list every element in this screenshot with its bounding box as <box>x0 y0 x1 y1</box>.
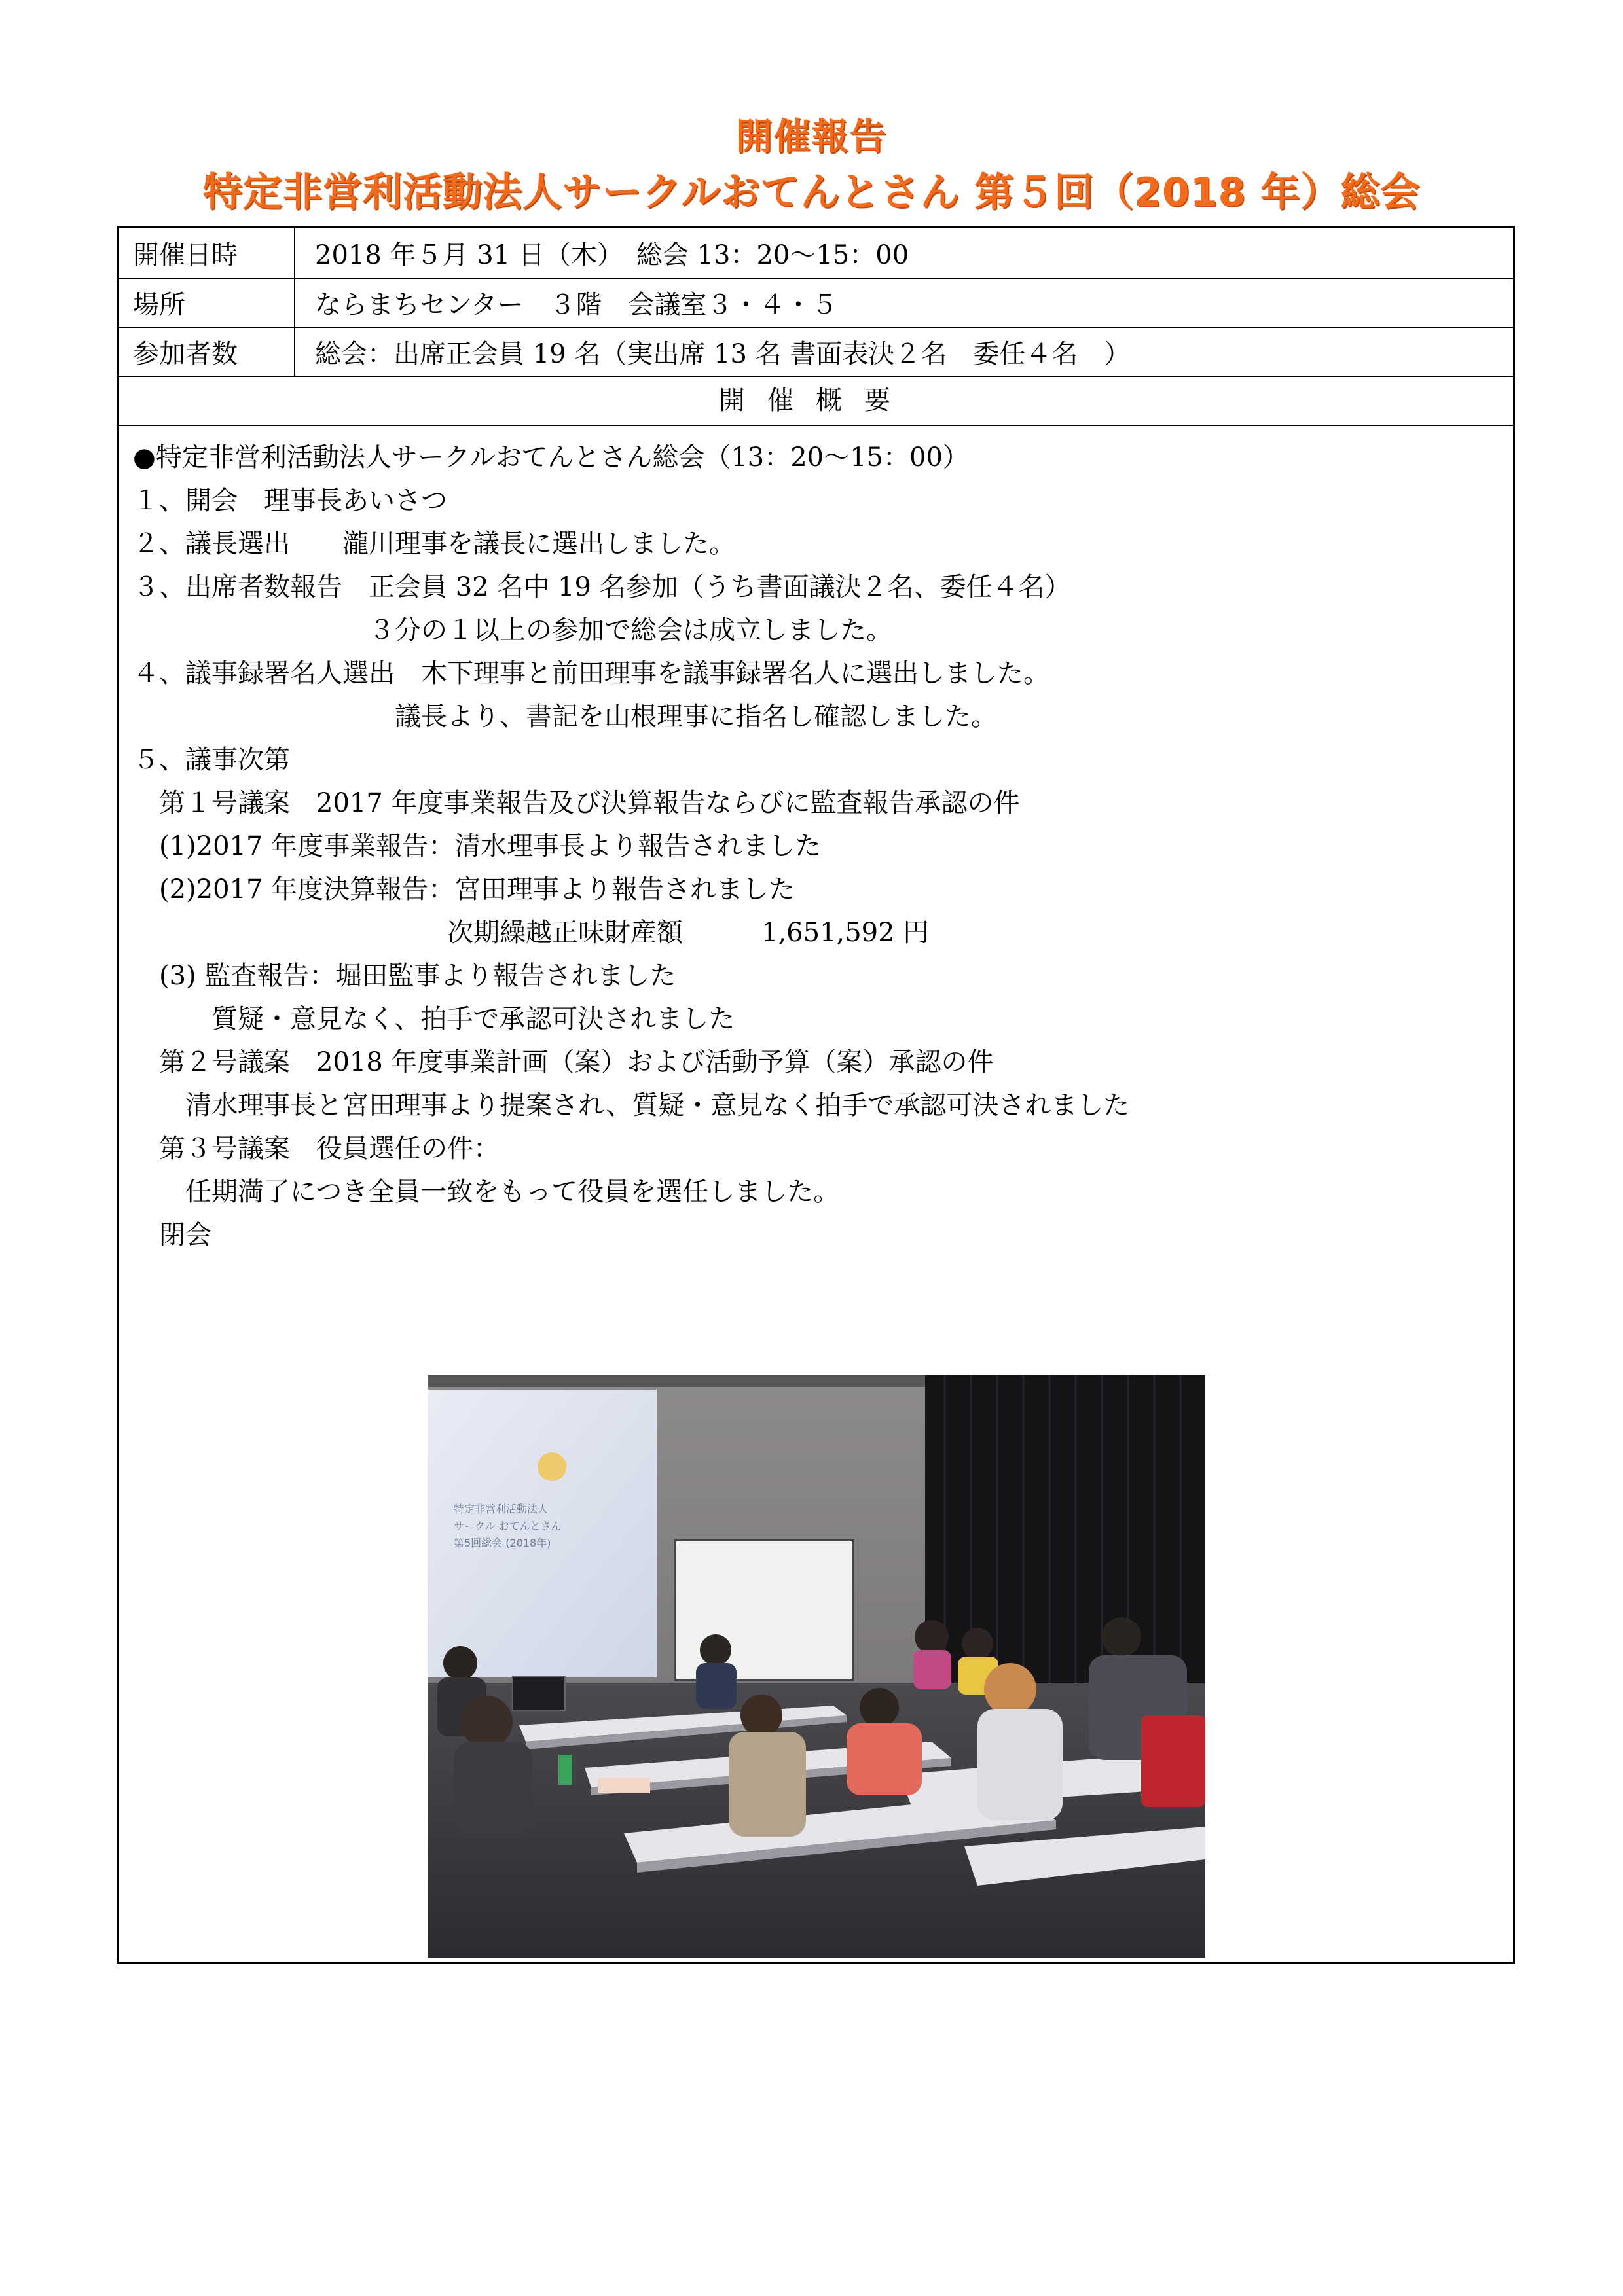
minutes-line: 質疑・意見なく、拍手で承認可決されました <box>133 1004 735 1034</box>
minutes-line: ４、議事録署名人選出 木下理事と前田理事を議事録署名人に選出しました。 <box>133 658 1049 689</box>
minutes-line: ●特定非営利活動法人サークルおてんとさん総会（13：20〜15：00） <box>133 442 969 473</box>
minutes-line: 次期繰越正味財産額 1,651,592 円 <box>133 918 930 948</box>
whiteboard <box>675 1540 853 1680</box>
screen-text: 特定非営利活動法人 <box>454 1503 549 1515</box>
info-row-date <box>119 228 1513 279</box>
info-label: 場所 <box>119 279 295 327</box>
screen-text: サークル おてんとさん <box>454 1520 562 1532</box>
report-frame <box>117 226 1515 1964</box>
minutes-line: (2)2017 年度決算報告：宮田理事より報告されました <box>133 874 795 905</box>
info-value: 総会：出席正会員 19 名（実出席 13 名 書面表決２名 委任４名 ） <box>315 339 1131 369</box>
info-row-place <box>119 279 1513 328</box>
minutes-line: 清水理事長と宮田理事より提案され、質疑・意見なく拍手で承認可決されました <box>133 1090 1130 1121</box>
section-header-row <box>119 377 1513 426</box>
info-label: 開催日時 <box>119 228 295 278</box>
minutes-line: (1)2017 年度事業報告：清水理事長より報告されました <box>133 831 822 861</box>
minutes-line: (3) 監査報告：堀田監事より報告されました <box>133 961 676 991</box>
minutes-line: ２、議長選出 瀧川理事を議長に選出しました。 <box>133 529 735 559</box>
document-title <box>0 111 1623 221</box>
meeting-photo <box>428 1375 1205 1958</box>
minutes-line: ３分の１以上の参加で総会は成立しました。 <box>133 615 892 645</box>
screen-text: 第5回総会 (2018年) <box>454 1537 551 1549</box>
section-header: 開催概要 <box>719 386 913 416</box>
info-row-attendance <box>119 328 1513 377</box>
minutes-line: 第２号議案 2018 年度事業計画（案）および活動予算（案）承認の件 <box>133 1047 994 1077</box>
minutes-line: ５、議事次第 <box>133 745 290 775</box>
minutes-line: 第１号議案 2017 年度事業報告及び決算報告ならびに監査報告承認の件 <box>133 788 1020 818</box>
minutes-line: 閉会 <box>133 1220 211 1250</box>
title-line-1: 開催報告 <box>735 116 888 158</box>
title-line-2: 特定非営利活動法人サークルおてんとさん 第５回（2018 年）総会 <box>202 170 1421 215</box>
info-value: 2018 年５月 31 日（木） 総会 13：20〜15：00 <box>315 240 909 270</box>
minutes-line: 議長より、書記を山根理事に指名し確認しました。 <box>133 702 997 732</box>
minutes-line: 第３号議案 役員選任の件： <box>133 1134 500 1164</box>
info-label: 参加者数 <box>119 328 295 376</box>
minutes-line: １、開会 理事長あいさつ <box>133 486 447 516</box>
minutes-line: 任期満了につき全員一致をもって役員を選任しました。 <box>133 1177 840 1207</box>
info-value: ならまちセンター ３階 会議室３・４・５ <box>315 290 838 320</box>
minutes-body <box>133 436 1501 1257</box>
minutes-line: ３、出席者数報告 正会員 32 名中 19 名参加（うち書面議決２名、委任４名） <box>133 572 1071 602</box>
projection-screen <box>428 1390 657 1677</box>
